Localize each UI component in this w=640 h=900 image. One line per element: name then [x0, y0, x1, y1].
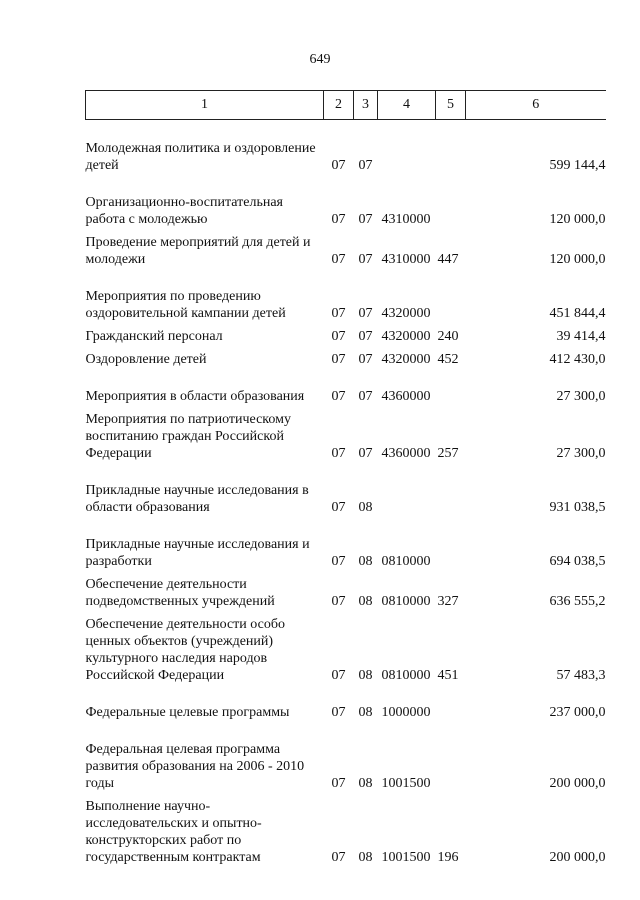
row-expense-type — [436, 516, 466, 570]
row-article: 4360000 — [381, 389, 431, 404]
row-amount: 120 000,0 — [549, 252, 606, 267]
row-article: 4310000 — [381, 212, 431, 227]
row-expense-type — [436, 120, 466, 175]
row-name: Прикладные научные исследования и разработки — [85, 537, 310, 569]
row-subsection: 07 — [358, 252, 373, 267]
row-section: 07 — [331, 252, 346, 267]
row-name: Федеральные целевые программы — [85, 705, 290, 720]
row-subsection: 08 — [358, 500, 373, 515]
row-expense-type: 257 — [437, 446, 459, 461]
table-row — [86, 368, 606, 405]
row-section: 07 — [331, 389, 346, 404]
row-expense-type — [436, 721, 466, 792]
table-row — [86, 462, 606, 516]
row-expense-type: 196 — [437, 850, 459, 865]
row-article — [378, 462, 436, 516]
table-row — [86, 345, 606, 368]
row-amount: 694 038,5 — [549, 554, 606, 569]
row-article: 4320000 — [381, 352, 431, 367]
table-row — [86, 516, 606, 570]
header-col-amount: 6 — [466, 91, 606, 120]
row-subsection: 07 — [358, 329, 373, 344]
row-expense-type — [436, 684, 466, 721]
row-subsection: 07 — [358, 158, 373, 173]
row-amount: 200 000,0 — [549, 850, 606, 865]
row-expense-type: 240 — [437, 329, 459, 344]
row-subsection: 08 — [358, 705, 373, 720]
row-amount: 451 844,4 — [549, 306, 606, 321]
row-article: 0810000 — [381, 554, 431, 569]
row-name: Прикладные научные исследования в области образования — [85, 483, 309, 515]
row-article: 0810000 — [381, 594, 431, 609]
row-article: 4360000 — [381, 446, 431, 461]
row-name: Гражданский персонал — [85, 329, 223, 344]
row-section: 07 — [331, 668, 346, 683]
table-row — [86, 570, 606, 610]
row-article — [378, 120, 436, 175]
row-amount: 39 414,4 — [556, 329, 606, 344]
row-subsection: 08 — [358, 594, 373, 609]
row-expense-type — [436, 174, 466, 228]
row-expense-type — [436, 462, 466, 516]
row-name: Мероприятия по патриотическому воспитанию граждан Российской Федерации — [85, 412, 291, 461]
row-name: Обеспечение деятельности особо ценных объектов (учреждений) культурного наследия народов Российской Федерации — [85, 617, 285, 683]
row-section: 07 — [331, 500, 346, 515]
row-name: Оздоровление детей — [85, 352, 207, 367]
row-name: Федеральная целевая программа развития образования на 2006 - 2010 годы — [85, 742, 305, 791]
row-name: Обеспечение деятельности подведомственных учреждений — [85, 577, 275, 609]
header-col-subsection: 3 — [354, 91, 378, 120]
row-article: 1001500 — [381, 850, 431, 865]
row-subsection: 08 — [358, 850, 373, 865]
row-expense-type: 327 — [437, 594, 459, 609]
row-subsection: 07 — [358, 389, 373, 404]
row-section: 07 — [331, 776, 346, 791]
row-section: 07 — [331, 554, 346, 569]
row-expense-type — [436, 368, 466, 405]
header-row — [86, 91, 606, 120]
table-row — [86, 268, 606, 322]
table-row — [86, 721, 606, 792]
row-amount: 57 483,3 — [556, 668, 606, 683]
row-section: 07 — [331, 850, 346, 865]
row-article: 0810000 — [381, 668, 431, 683]
row-amount: 200 000,0 — [549, 776, 606, 791]
header-col-section: 2 — [324, 91, 354, 120]
row-expense-type: 451 — [437, 668, 459, 683]
row-section: 07 — [331, 446, 346, 461]
row-name: Организационно-воспитательная работа с молодежью — [85, 195, 283, 227]
row-section: 07 — [331, 158, 346, 173]
table-body — [86, 120, 606, 867]
row-subsection: 08 — [358, 776, 373, 791]
row-amount: 412 430,0 — [549, 352, 606, 367]
row-name: Молодежная политика и оздоровление детей — [85, 141, 316, 173]
table-row — [86, 228, 606, 268]
row-subsection: 08 — [358, 554, 373, 569]
row-subsection: 07 — [358, 212, 373, 227]
table-row — [86, 684, 606, 721]
row-amount: 636 555,2 — [549, 594, 606, 609]
row-article: 1000000 — [381, 705, 431, 720]
table-row — [86, 174, 606, 228]
row-article: 4320000 — [381, 329, 431, 344]
row-subsection: 07 — [358, 352, 373, 367]
table-row — [86, 322, 606, 345]
row-subsection: 07 — [358, 306, 373, 321]
row-article: 4310000 — [381, 252, 431, 267]
row-section: 07 — [331, 705, 346, 720]
header-col-article: 4 — [378, 91, 436, 120]
row-section: 07 — [331, 352, 346, 367]
row-section: 07 — [331, 212, 346, 227]
row-amount: 120 000,0 — [549, 212, 606, 227]
budget-table — [85, 90, 606, 866]
table-row — [86, 120, 606, 175]
row-section: 07 — [331, 594, 346, 609]
row-section: 07 — [331, 329, 346, 344]
table-header — [86, 91, 606, 120]
header-col-name: 1 — [86, 91, 324, 120]
row-section: 07 — [331, 306, 346, 321]
table-row — [86, 405, 606, 462]
table-row — [86, 610, 606, 684]
row-expense-type — [436, 268, 466, 322]
row-name: Мероприятия в области образования — [85, 389, 305, 404]
row-article: 4320000 — [381, 306, 431, 321]
row-amount: 599 144,4 — [549, 158, 606, 173]
row-name: Выполнение научно-исследовательских и опытно-конструкторских работ по государственным контрактам — [85, 799, 262, 865]
row-amount: 237 000,0 — [549, 705, 606, 720]
row-name: Проведение мероприятий для детей и молодежи — [85, 235, 311, 267]
row-name: Мероприятия по проведению оздоровительной кампании детей — [85, 289, 286, 321]
header-col-expense-type: 5 — [436, 91, 466, 120]
row-article: 1001500 — [381, 776, 431, 791]
row-expense-type: 447 — [437, 252, 459, 267]
page-number: 649 — [309, 52, 331, 67]
row-amount: 27 300,0 — [556, 389, 606, 404]
row-subsection: 08 — [358, 668, 373, 683]
row-expense-type: 452 — [437, 352, 459, 367]
table-row — [86, 792, 606, 866]
row-amount: 27 300,0 — [556, 446, 606, 461]
row-amount: 931 038,5 — [549, 500, 606, 515]
row-subsection: 07 — [358, 446, 373, 461]
